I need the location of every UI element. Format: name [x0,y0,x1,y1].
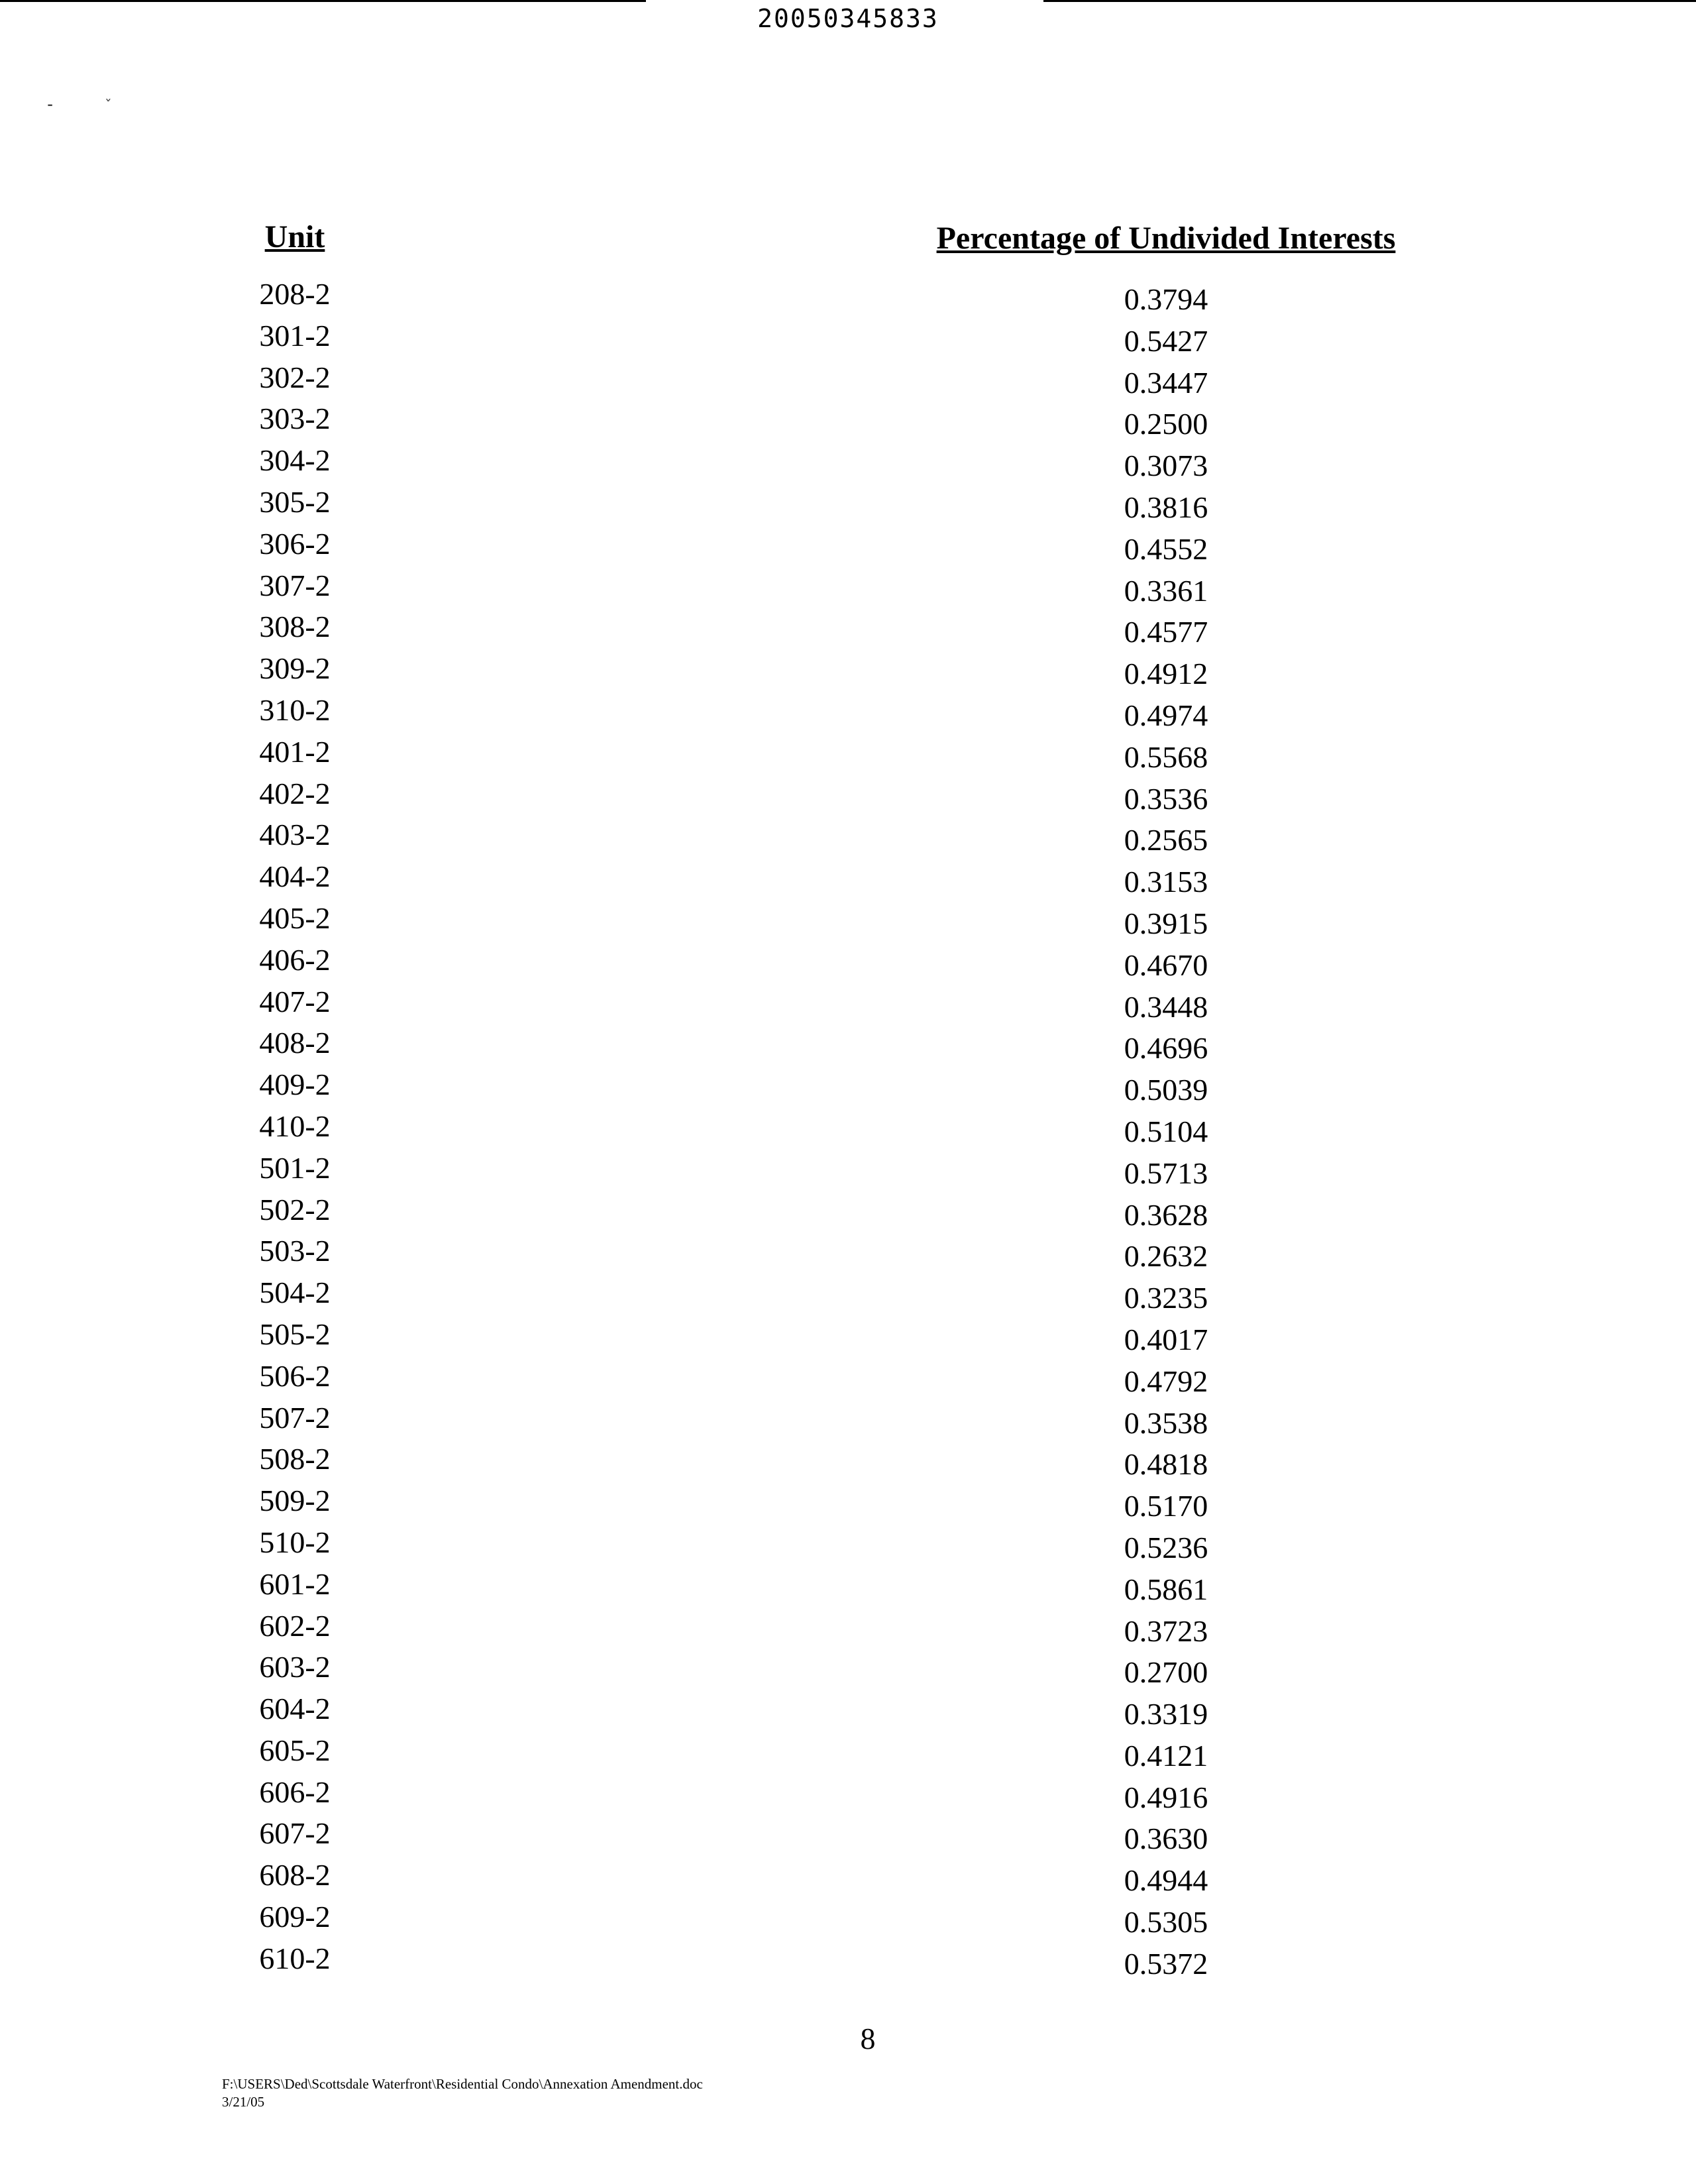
percentage-cell: 0.3361 [1124,573,1208,608]
unit-cell: 308-2 [259,610,331,644]
table-row [0,1397,1696,1439]
table-row [0,940,1696,981]
unit-cell: 505-2 [259,1317,331,1351]
percentage-cell: 0.4670 [1124,948,1208,982]
table-row [0,690,1696,732]
unit-cell: 409-2 [259,1067,331,1102]
percentage-cell: 0.3447 [1124,365,1208,400]
percentage-cell: 0.3723 [1124,1613,1208,1648]
unit-cell: 404-2 [259,859,331,894]
percentage-cell: 0.5170 [1124,1489,1208,1523]
unit-cell: 304-2 [259,443,331,478]
percentage-cell: 0.5861 [1124,1572,1208,1606]
percentage-cell: 0.3536 [1124,781,1208,816]
interest-table [0,274,1696,1980]
percentage-cell: 0.5372 [1124,1946,1208,1981]
percentage-cell: 0.4696 [1124,1031,1208,1065]
footer-date: 3/21/05 [222,2094,265,2110]
unit-cell: 608-2 [259,1858,331,1892]
unit-cell: 402-2 [259,776,331,810]
table-row [0,1189,1696,1231]
unit-cell: 605-2 [259,1733,331,1767]
table-row [0,773,1696,815]
percentage-cell: 0.3794 [1124,282,1208,316]
table-row [0,1730,1696,1772]
table-row [0,1439,1696,1480]
table-row [0,732,1696,773]
percentage-cell: 0.3448 [1124,989,1208,1024]
percentage-cell: 0.4577 [1124,615,1208,649]
percentage-cell: 0.3235 [1124,1281,1208,1315]
unit-cell: 609-2 [259,1900,331,1934]
unit-cell: 502-2 [259,1192,331,1227]
unit-cell: 602-2 [259,1608,331,1643]
unit-cell: 407-2 [259,984,331,1018]
percentage-cell: 0.3538 [1124,1405,1208,1440]
table-row [0,482,1696,523]
unit-cell: 301-2 [259,318,331,353]
top-rule-right [1043,0,1696,2]
unit-cell: 601-2 [259,1566,331,1601]
percentage-cell: 0.2565 [1124,823,1208,857]
unit-cell: 406-2 [259,942,331,977]
percentage-cell: 0.4121 [1124,1738,1208,1773]
unit-cell: 403-2 [259,818,331,852]
unit-cell: 604-2 [259,1692,331,1726]
table-row [0,523,1696,565]
percentage-cell: 0.4912 [1124,657,1208,691]
unit-cell: 410-2 [259,1109,331,1143]
unit-cell: 508-2 [259,1442,331,1476]
unit-column-header: Unit [264,219,325,254]
percentage-cell: 0.4552 [1124,531,1208,566]
table-row [0,1272,1696,1314]
percentage-cell: 0.2500 [1124,407,1208,441]
unit-cell: 610-2 [259,1941,331,1975]
unit-cell: 607-2 [259,1816,331,1851]
unit-cell: 309-2 [259,651,331,686]
percentage-column-header: Percentage of Undivided Interests [936,221,1396,256]
unit-cell: 503-2 [259,1234,331,1268]
table-row [0,1148,1696,1189]
unit-cell: 306-2 [259,526,331,561]
table-row [0,856,1696,898]
table-row [0,1356,1696,1397]
unit-cell: 408-2 [259,1026,331,1060]
table-row [0,357,1696,399]
table-row [0,981,1696,1023]
unit-cell: 506-2 [259,1358,331,1393]
scan-specks: ⁃ ˇ [46,98,112,115]
footer-file-path: F:\USERS\Ded\Scottsdale Waterfront\Residential Condo\Annexation Amendment.doc [222,2076,703,2092]
unit-cell: 302-2 [259,360,331,394]
table-row [0,1647,1696,1688]
page-number: 8 [860,2022,876,2055]
unit-cell: 603-2 [259,1650,331,1684]
unit-cell: 307-2 [259,568,331,602]
unit-cell: 401-2 [259,734,331,769]
table-row [0,1564,1696,1606]
table-row [0,1022,1696,1064]
percentage-cell: 0.3628 [1124,1197,1208,1232]
percentage-cell: 0.4017 [1124,1322,1208,1356]
percentage-cell: 0.4974 [1124,698,1208,732]
table-row [0,1314,1696,1356]
unit-cell: 303-2 [259,402,331,436]
percentage-cell: 0.4916 [1124,1780,1208,1814]
table-row [0,814,1696,856]
table-row [0,565,1696,607]
percentage-cell: 0.3073 [1124,449,1208,483]
table-row [0,1480,1696,1522]
unit-cell: 405-2 [259,901,331,935]
table-row [0,1813,1696,1855]
percentage-cell: 0.5104 [1124,1114,1208,1148]
table-row [0,648,1696,690]
unit-cell: 606-2 [259,1774,331,1809]
percentage-cell: 0.4944 [1124,1863,1208,1898]
unit-cell: 208-2 [259,277,331,311]
percentage-cell: 0.4818 [1124,1447,1208,1482]
percentage-cell: 0.3630 [1124,1822,1208,1856]
table-row [0,898,1696,940]
table-row [0,1106,1696,1148]
percentage-cell: 0.3915 [1124,906,1208,940]
unit-cell: 509-2 [259,1484,331,1518]
percentage-cell: 0.5713 [1124,1156,1208,1190]
percentage-cell: 0.3153 [1124,865,1208,899]
unit-cell: 501-2 [259,1150,331,1185]
percentage-cell: 0.5427 [1124,323,1208,358]
percentage-cell: 0.5236 [1124,1530,1208,1564]
table-row [0,1064,1696,1106]
percentage-cell: 0.3816 [1124,490,1208,524]
percentage-cell: 0.4792 [1124,1364,1208,1398]
unit-cell: 510-2 [259,1525,331,1559]
document-number: 20050345833 [757,4,939,33]
table-row [0,1606,1696,1647]
percentage-cell: 0.2632 [1124,1239,1208,1274]
table-row [0,1230,1696,1272]
table-row [0,606,1696,648]
top-rule-left [0,0,646,2]
table-row [0,1855,1696,1896]
unit-cell: 310-2 [259,692,331,727]
unit-cell: 504-2 [259,1276,331,1310]
table-row [0,1772,1696,1814]
unit-cell: 305-2 [259,484,331,519]
percentage-cell: 0.3319 [1124,1697,1208,1731]
percentage-cell: 0.5568 [1124,739,1208,774]
table-row [0,1688,1696,1730]
percentage-cell: 0.5305 [1124,1905,1208,1939]
percentage-cell: 0.5039 [1124,1073,1208,1107]
table-row [0,398,1696,440]
table-row [0,1522,1696,1564]
unit-cell: 507-2 [259,1400,331,1435]
table-row [0,1896,1696,1938]
percentage-cell: 0.2700 [1124,1655,1208,1690]
table-row [0,1938,1696,1980]
table-row [0,274,1696,315]
table-row [0,440,1696,482]
table-row [0,315,1696,357]
